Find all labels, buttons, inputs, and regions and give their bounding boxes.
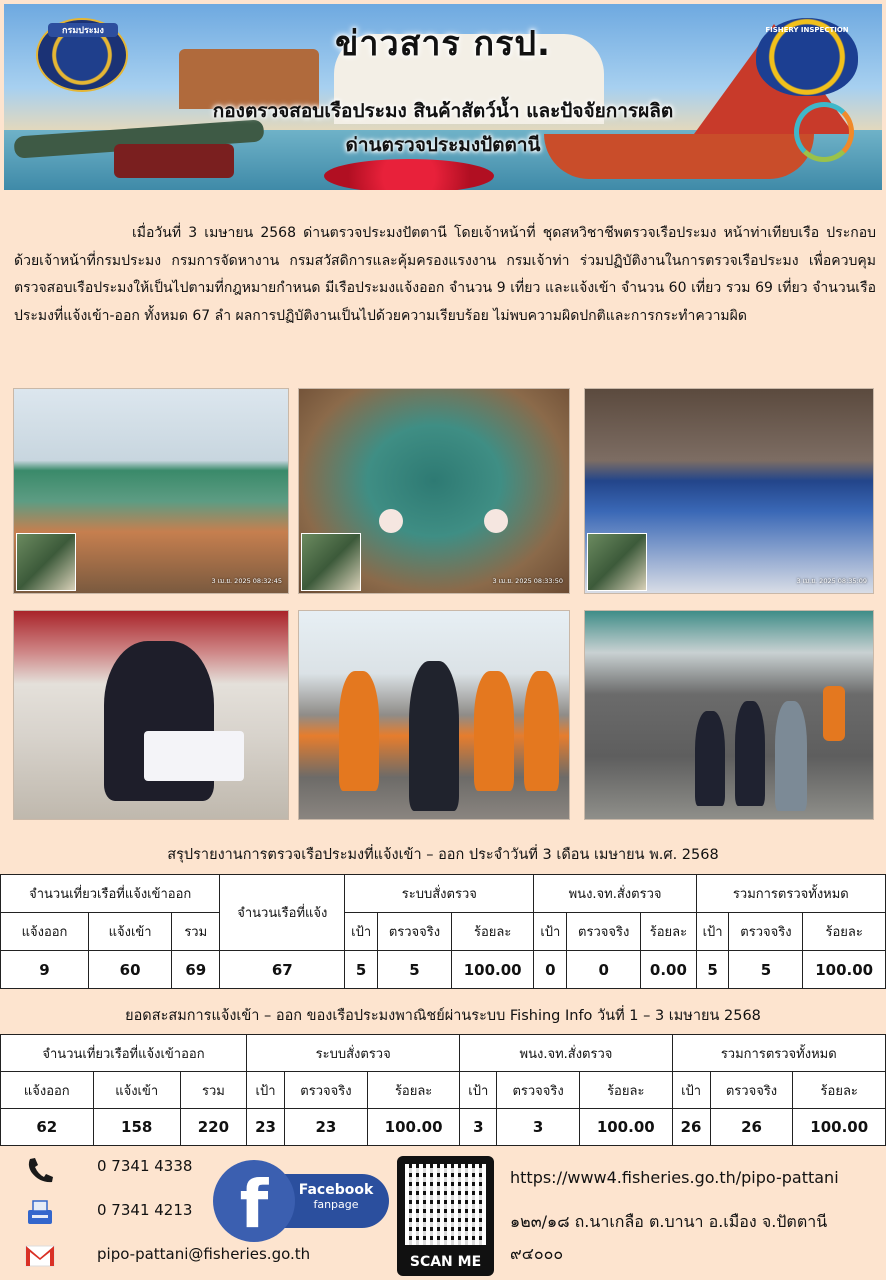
table-row xyxy=(1,951,886,989)
website-link[interactable]: https://www4.fisheries.go.th/pipo-pattani xyxy=(510,1168,839,1187)
fanpage-text: fanpage xyxy=(313,1198,359,1211)
subheader: รวม xyxy=(180,1072,246,1109)
value-cell: 5 xyxy=(696,951,729,989)
header-trips: จำนวนเที่ยวเรือที่แจ้งเข้าออก xyxy=(1,875,220,913)
logo-right-text: FISHERY INSPECTION xyxy=(765,26,849,34)
photo-boat-hull xyxy=(13,388,289,594)
subheader: เป้า xyxy=(696,913,729,951)
intro-paragraph: เมื่อวันที่ 3 เมษายน 2568 ด่านตรวจประมงปัตตานี โดยเจ้าหน้าที่ ชุดสหวิชาชีพตรวจเรือประมง หน้าท่าเทียบเรือ ประกอบด้วยเจ้าหน้าที่กรมประมง กรมการจัดหางาน กรมสวัสดิการและคุ้มครองแรงงาน กรมเจ้าท่า ร่วมปฏิบัติงานในการตรวจเรือประมง เพื่อควบคุม ตรวจสอบเรือประมงให้เป็นไปตามที่กฎหมายกำหนด มีเรือประมงแจ้งออก จำนวน 9 เที่ยว และแจ้งเข้า จำนวน 60 เที่ยว รวม 69 เที่ยว จำนวนเรือประมงที่แจ้งเข้า-ออก ทั้งหมด 67 ลำ ผลการปฏิบัติงานเป็นไปด้วยความเรียบร้อย ไม่พบความผิดปกติและการกระทำความผิด xyxy=(14,225,876,324)
photo-inspection-team xyxy=(584,610,874,820)
value-cell: 100.00 xyxy=(793,1109,886,1146)
subheader: ร้อยละ xyxy=(641,913,697,951)
address-line-1: ๑๒๓/๑๘ ถ.นาเกลือ ต.บานา อ.เมือง จ.ปัตตานี xyxy=(510,1212,828,1231)
value-cell: 62 xyxy=(1,1109,94,1146)
header-banner xyxy=(4,4,882,190)
header-total: รวมการตรวจทั้งหมด xyxy=(696,875,885,913)
photo-crew-lifejackets xyxy=(298,610,570,820)
qr-code-pattern xyxy=(405,1164,486,1245)
value-cell: 5 xyxy=(345,951,378,989)
value-cell: 100.00 xyxy=(367,1109,460,1146)
value-cell: 0 xyxy=(567,951,641,989)
subheader: เป้า xyxy=(246,1072,284,1109)
email-icon xyxy=(24,1242,56,1270)
page-title: ข่าวสาร กรป. xyxy=(335,24,551,64)
subheader: ร้อยละ xyxy=(367,1072,460,1109)
subheader: เป้า xyxy=(672,1072,710,1109)
scan-me-label: SCAN ME xyxy=(409,1254,482,1270)
photo-fishing-net xyxy=(298,388,570,594)
photo-timestamp: 3 เม.ย. 2025 08:32:45 xyxy=(211,577,282,585)
subheader: เป้า xyxy=(460,1072,497,1109)
subheader: ตรวจจริง xyxy=(729,913,803,951)
cumulative-summary-title: ยอดสะสมการแจ้งเข้า – ออก ของเรือประมงพาณิชย์ผ่านระบบ Fishing Info วันที่ 1 – 3 เมษายน 2568 xyxy=(125,1008,761,1024)
subheader: ร้อยละ xyxy=(580,1072,673,1109)
subheader: ตรวจจริง xyxy=(497,1072,580,1109)
logo-left-text: กรมประมง xyxy=(48,23,118,37)
subheader: เป้า xyxy=(345,913,378,951)
facebook-fanpage-badge[interactable] xyxy=(213,1160,389,1242)
subheader: รวม xyxy=(172,913,220,951)
facebook-label xyxy=(283,1174,389,1228)
map-thumbnail xyxy=(587,533,647,591)
map-thumbnail xyxy=(301,533,361,591)
facebook-text: Facebook xyxy=(298,1182,374,1198)
value-cell: 0 xyxy=(534,951,567,989)
subheader: แจ้งเข้า xyxy=(93,1072,180,1109)
value-cell: 3 xyxy=(497,1109,580,1146)
photo-officer-documents xyxy=(13,610,289,820)
value-cell: 0.00 xyxy=(641,951,697,989)
division-name: กองตรวจสอบเรือประมง สินค้าสัตว์น้ำ และปัจจัยการผลิต xyxy=(212,100,674,122)
table-row xyxy=(1,1109,886,1146)
subheader: ร้อยละ xyxy=(803,913,886,951)
daily-summary-table xyxy=(0,874,886,989)
value-cell: 5 xyxy=(729,951,803,989)
value-cell: 23 xyxy=(285,1109,368,1146)
flowers-image xyxy=(324,159,494,190)
subheader: ตรวจจริง xyxy=(710,1072,793,1109)
fax-icon xyxy=(24,1198,56,1226)
value-cell: 26 xyxy=(672,1109,710,1146)
value-cell: 5 xyxy=(378,951,452,989)
address-line-2: ๙๔๐๐๐ xyxy=(510,1244,564,1263)
photo-timestamp: 3 เม.ย. 2025 08:35:09 xyxy=(796,577,867,585)
subheader: ตรวจจริง xyxy=(285,1072,368,1109)
value-cell: 67 xyxy=(220,951,345,989)
phone-number[interactable]: 0 7341 4338 xyxy=(97,1157,193,1175)
value-cell: 9 xyxy=(1,951,89,989)
facebook-icon: f xyxy=(213,1160,295,1242)
subheader: แจ้งออก xyxy=(1,913,89,951)
email-address[interactable]: pipo-pattani@fisheries.go.th xyxy=(97,1245,311,1263)
value-cell: 60 xyxy=(89,951,172,989)
value-cell: 100.00 xyxy=(451,951,534,989)
value-cell: 26 xyxy=(710,1109,793,1146)
value-cell: 220 xyxy=(180,1109,246,1146)
map-thumbnail xyxy=(16,533,76,591)
subheader: ร้อยละ xyxy=(793,1072,886,1109)
value-cell: 69 xyxy=(172,951,220,989)
subheader: ตรวจจริง xyxy=(567,913,641,951)
header-officer-order: พนง.จท.สั่งตรวจ xyxy=(460,1035,672,1072)
header-boats: จำนวนเรือที่แจ้ง xyxy=(220,875,345,951)
cumulative-summary-table xyxy=(0,1034,886,1146)
header-system-order: ระบบสั่งตรวจ xyxy=(345,875,534,913)
fax-number: 0 7341 4213 xyxy=(97,1201,193,1219)
header-trips: จำนวนเที่ยวเรือที่แจ้งเข้าออก xyxy=(1,1035,247,1072)
header-officer-order: พนง.จท.สั่งตรวจ xyxy=(534,875,696,913)
photo-timestamp: 3 เม.ย. 2025 08:33:50 xyxy=(492,577,563,585)
value-cell: 100.00 xyxy=(580,1109,673,1146)
phone-icon xyxy=(24,1156,56,1184)
subheader: เป้า xyxy=(534,913,567,951)
value-cell: 23 xyxy=(246,1109,284,1146)
value-cell: 100.00 xyxy=(803,951,886,989)
subheader: ตรวจจริง xyxy=(378,913,452,951)
photo-fish-hold xyxy=(584,388,874,594)
subheader: แจ้งเข้า xyxy=(89,913,172,951)
subheader: แจ้งออก xyxy=(1,1072,94,1109)
header-total: รวมการตรวจทั้งหมด xyxy=(672,1035,885,1072)
value-cell: 3 xyxy=(460,1109,497,1146)
header-system-order: ระบบสั่งตรวจ xyxy=(246,1035,459,1072)
checkpoint-name: ด่านตรวจประมงปัตตานี xyxy=(345,134,541,156)
qr-code[interactable] xyxy=(397,1156,494,1276)
value-cell: 158 xyxy=(93,1109,180,1146)
subheader: ร้อยละ xyxy=(451,913,534,951)
daily-summary-title: สรุปรายงานการตรวจเรือประมงที่แจ้งเข้า – ออก ประจำวันที่ 3 เดือน เมษายน พ.ศ. 2568 xyxy=(167,847,719,863)
